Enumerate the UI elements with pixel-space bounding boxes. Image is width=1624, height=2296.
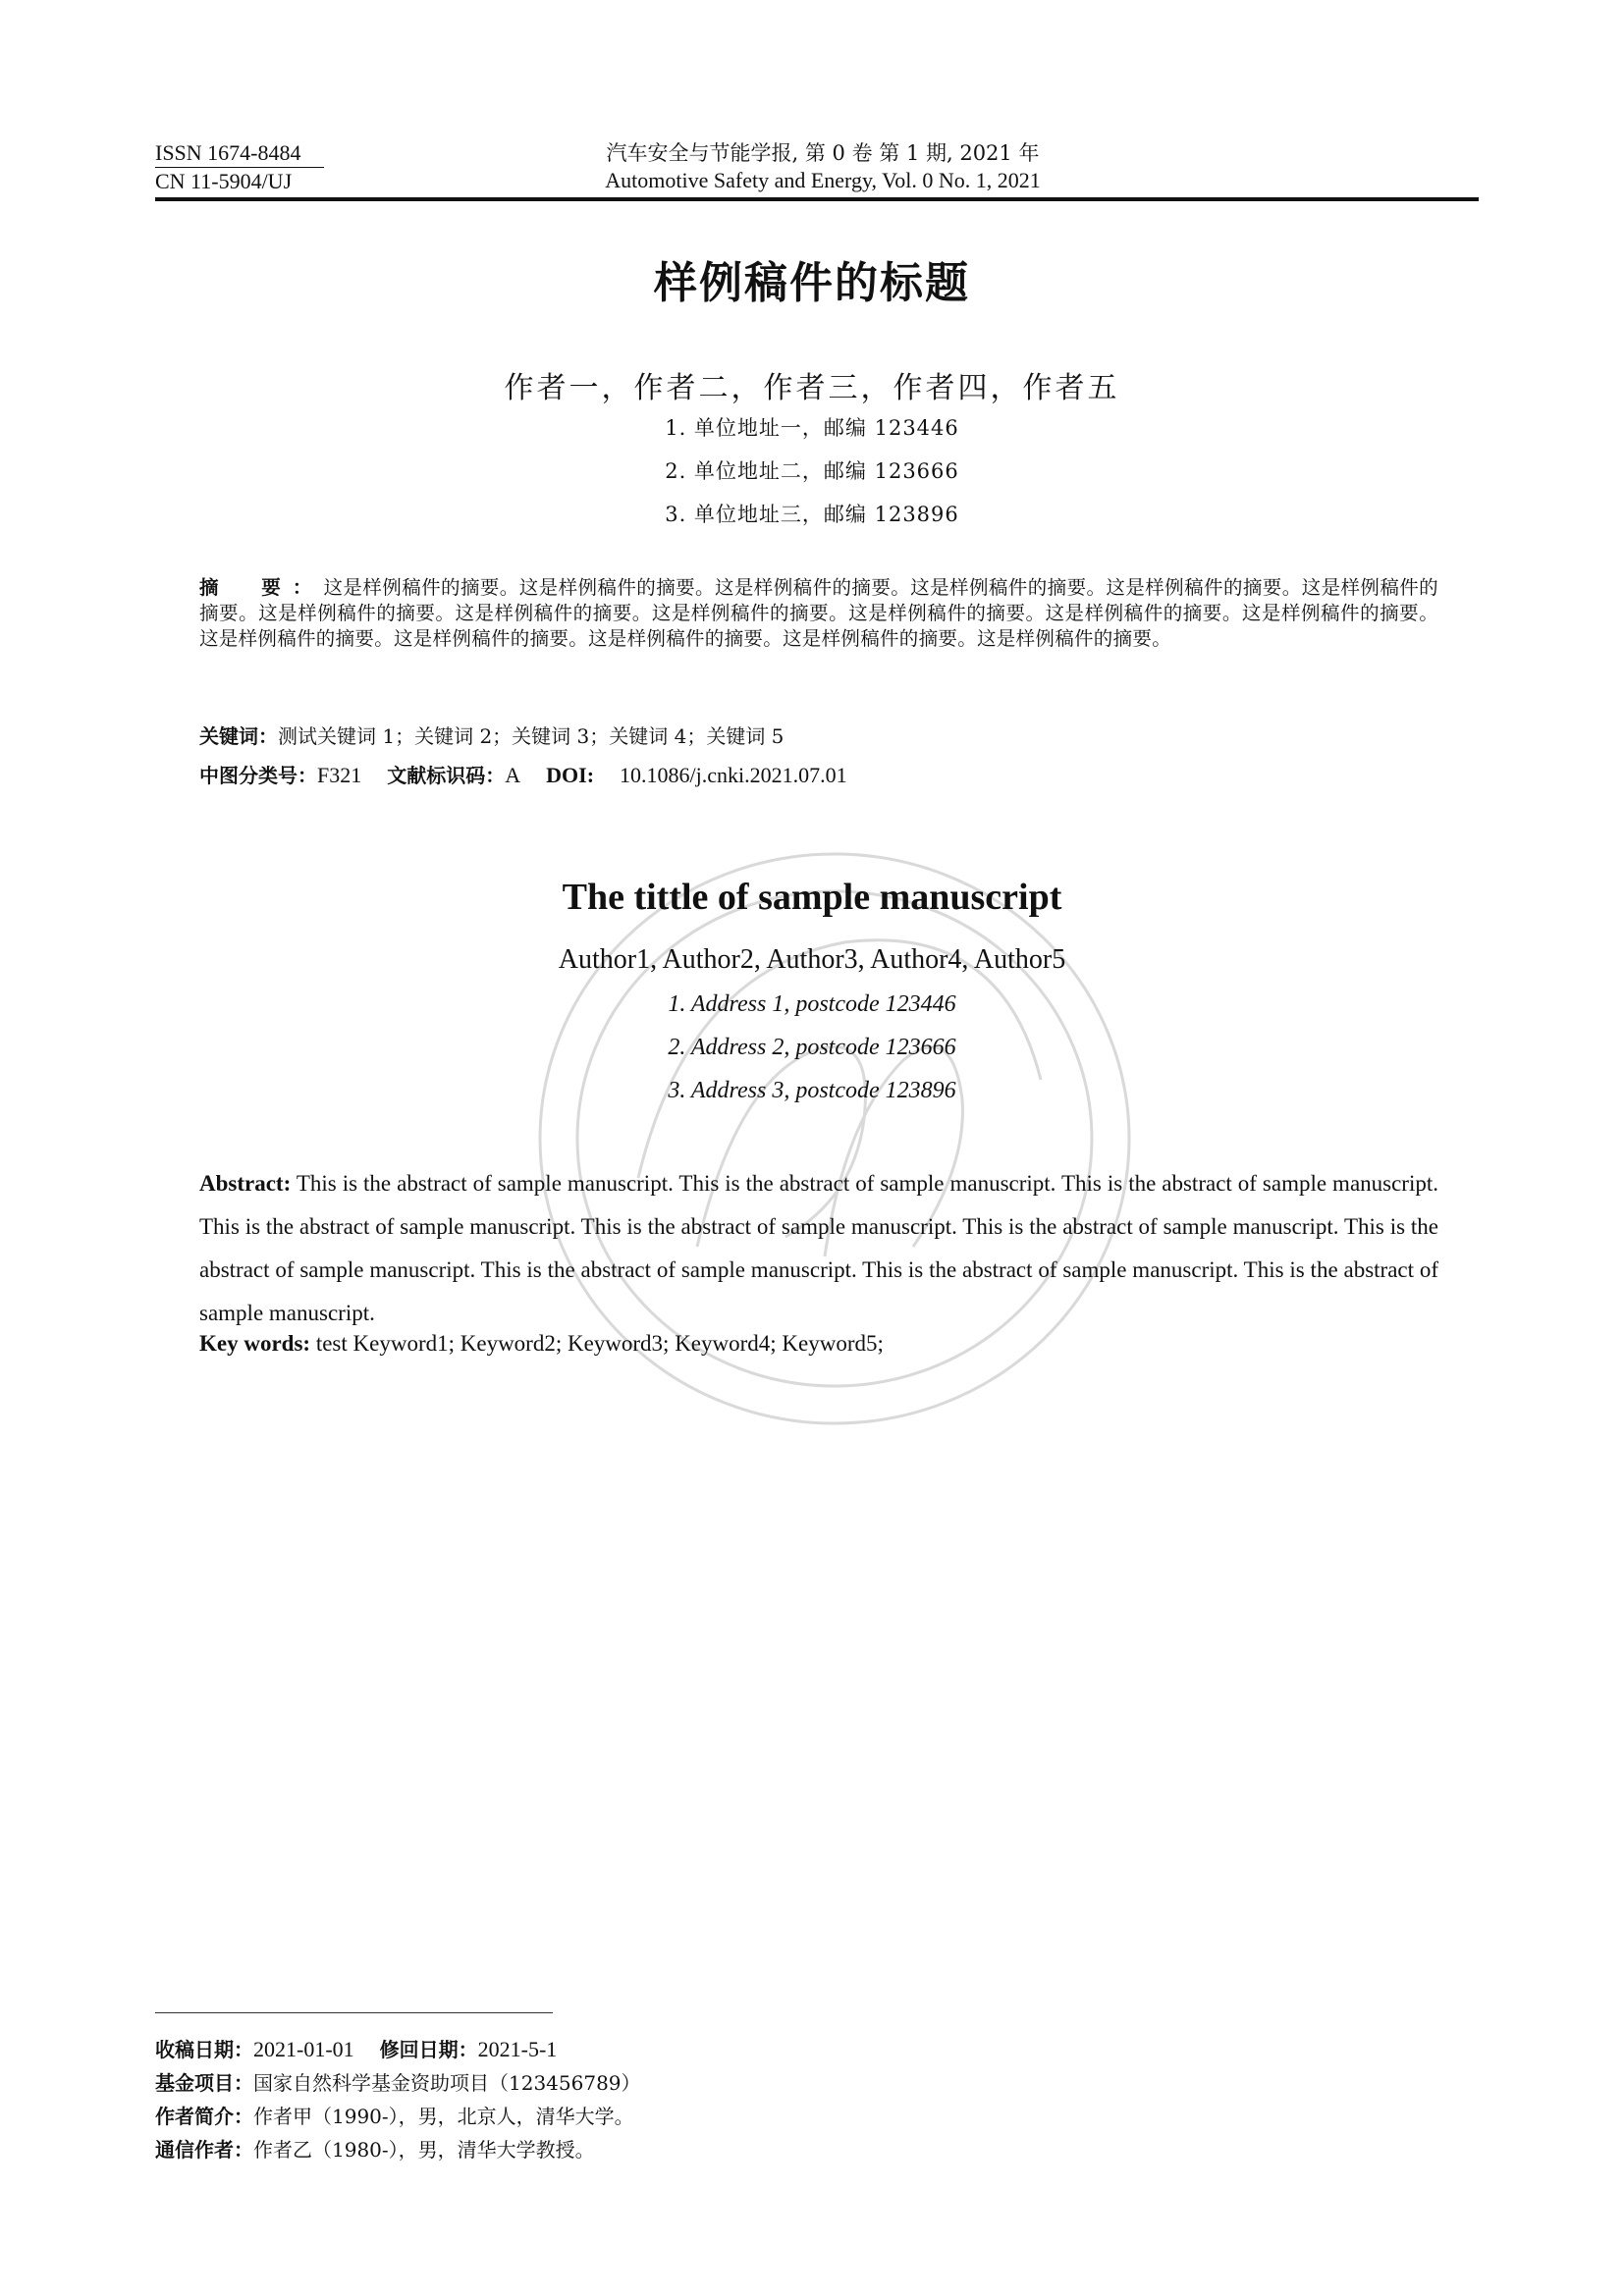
corresponding-label: 通信作者： [155,2138,253,2162]
keywords-en [199,1331,884,1357]
affiliation-cn: 1. 单位地址一，邮编 123446 [665,416,959,440]
footnote-dates [155,2034,557,2062]
classification-line [199,760,847,788]
doi-label: DOI: [546,763,595,787]
cn-number: CN 11-5904/UJ [155,169,293,193]
keywords-en-label: Key words: [199,1331,311,1356]
footnote-corresponding [155,2134,595,2163]
header-rule [155,197,1479,201]
journal-citation [568,139,1078,194]
bio-text: 作者甲（1990-），男，北京人，清华大学。 [253,2105,634,2128]
affiliation-en: 1. Address 1, postcode 123446 [668,991,956,1017]
affiliation-cn: 3. 单位地址三，邮编 123896 [665,503,959,526]
doi-value: 10.1086/j.cnki.2021.07.01 [620,763,847,787]
doc-code-value: A [505,763,521,787]
doc-code-label: 文献标识码： [387,764,506,787]
authors-cn: 作者一，作者二，作者三，作者四，作者五 [504,371,1120,405]
issn: ISSN 1674-8484 [155,139,324,168]
affiliation-en: 3. Address 3, postcode 123896 [668,1078,956,1103]
fund-label: 基金项目： [155,2071,253,2095]
abstract-cn-text: 这是样例稿件的摘要。这是样例稿件的摘要。这是样例稿件的摘要。这是样例稿件的摘要。这是样例稿件的摘要。这是样例稿件的摘要。这是样例稿件的摘要。这是样例稿件的摘要。这是样例稿件的摘要。这是样例稿件的摘要。这是样例稿件的摘要。这是样例稿件的摘要。这是样例稿件的摘要。这是样例稿件的摘要。这是样例稿件的摘要。这是样例稿件的摘要。这是样例稿件的摘要。 [199,576,1438,650]
keywords-en-text: test Keyword1; Keyword2; Keyword3; Keyword4; Keyword5; [315,1331,884,1356]
footnote-fund [155,2067,641,2096]
received-label: 收稿日期： [155,2038,253,2061]
abstract-en [199,1162,1438,1335]
journal-ids [155,139,324,195]
footnote-rule [155,2012,553,2013]
watermark-logo [491,825,1178,1453]
abstract-cn-label: 摘 要： [199,576,324,599]
title-cn: 样例稿件的标题 [654,258,970,308]
abstract-en-text: This is the abstract of sample manuscript. This is the abstract of sample manuscript. This is the abstract of sample manuscript. This is the abstract of sample manuscript. This is the abstract of sample manuscript. This is the abstract of sample manuscript. This is the abstract of sample manuscript. This is the abstract of sample manuscript. This is the abstract of sample manuscript. This is the abstract of sample manuscript. [199,1171,1438,1325]
revised-label: 修回日期： [379,2038,478,2061]
revised-date: 2021-5-1 [477,2037,558,2061]
affiliation-cn: 2. 单位地址二，邮编 123666 [665,459,959,483]
affiliation-en: 2. Address 2, postcode 123666 [668,1035,956,1060]
keywords-cn-label: 关键词： [199,724,278,748]
fund-text: 国家自然科学基金资助项目（123456789） [253,2071,641,2095]
keywords-cn-text: 测试关键词 1；关键词 2；关键词 3；关键词 4；关键词 5 [278,724,785,748]
authors-en: Author1, Author2, Author3, Author4, Author5 [558,944,1066,975]
journal-citation-en: Automotive Safety and Energy, Vol. 0 No. 1, 2021 [605,168,1041,192]
footnote-bio [155,2101,634,2129]
title-en: The tittle of sample manuscript [562,877,1062,918]
clc-label: 中图分类号： [199,764,317,787]
received-date: 2021-01-01 [253,2037,354,2061]
corresponding-text: 作者乙（1980-），男，清华大学教授。 [253,2138,595,2162]
clc-value: F321 [317,763,362,787]
keywords-cn [199,721,784,749]
bio-label: 作者简介： [155,2105,253,2128]
abstract-en-label: Abstract: [199,1171,292,1196]
abstract-cn [199,575,1438,652]
journal-citation-cn: 汽车安全与节能学报, 第 0 卷 第 1 期, 2021 年 [606,141,1040,165]
